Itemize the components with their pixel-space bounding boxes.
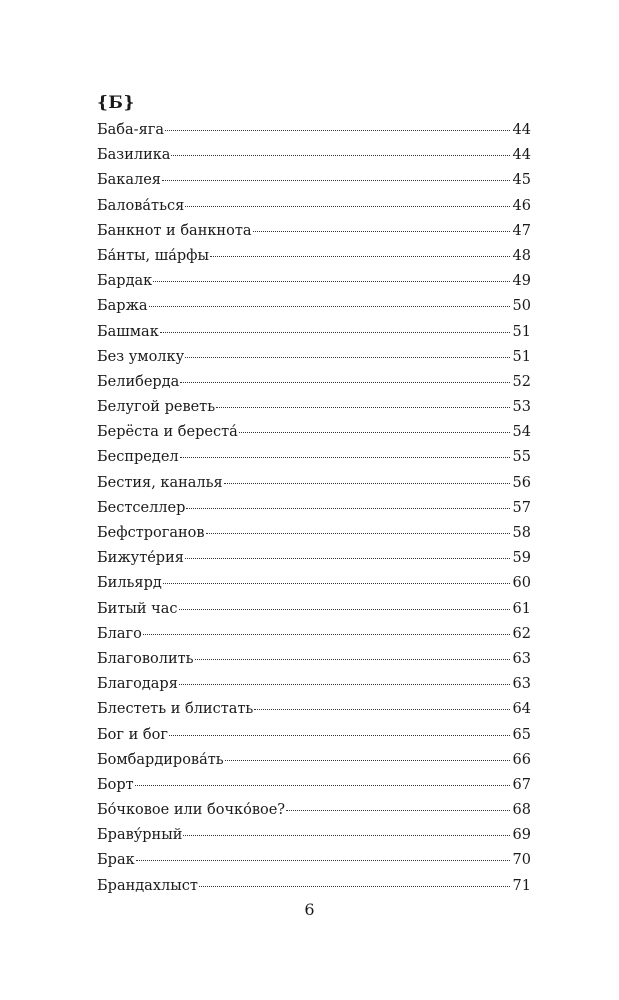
toc-entry-title: Бефстроганов	[97, 525, 205, 541]
dot-leader	[169, 735, 510, 736]
toc-entry-page: 59	[512, 550, 531, 567]
toc-entry	[97, 118, 531, 143]
dot-leader	[186, 508, 510, 509]
toc-entry-title: Бижуте́рия	[97, 550, 184, 567]
toc-entry-page: 51	[512, 348, 531, 365]
toc-entry	[97, 244, 531, 269]
dot-leader	[224, 483, 510, 484]
toc-entry-title: Баба-яга	[97, 122, 164, 138]
toc-entry-page: 63	[512, 676, 531, 693]
toc-entry-title: Балова́ться	[97, 197, 185, 214]
toc-entry-title: Ба́нты, ша́рфы	[97, 247, 210, 264]
toc-entry-title: Блестеть и блистать	[97, 701, 254, 718]
toc-entry-page: 60	[512, 575, 531, 592]
toc-entry-title: Банкнот и банкнота	[97, 222, 252, 239]
toc-entry-page: 71	[512, 877, 531, 894]
toc-entry	[97, 345, 531, 370]
section-heading: {Б}	[97, 93, 135, 113]
dot-leader	[225, 760, 510, 761]
toc-entry-title: Белугой реветь	[97, 399, 216, 416]
dot-leader	[153, 281, 510, 282]
dot-leader	[210, 256, 510, 257]
toc-entry	[97, 546, 531, 571]
dot-leader	[199, 886, 510, 887]
toc-entry-title: Белиберда	[97, 373, 180, 390]
toc-entry	[97, 294, 531, 319]
toc-entry-page: 44	[512, 122, 531, 138]
toc-entry-page: 49	[512, 273, 531, 290]
toc-entry-page: 65	[512, 726, 531, 743]
toc-entry-title: Борт	[97, 776, 134, 793]
toc-entry-title: Бильярд	[97, 575, 162, 592]
toc-entry	[97, 823, 531, 848]
toc-entry-page: 45	[512, 172, 531, 189]
toc-page	[97, 88, 531, 899]
toc-entry-title: Базилика	[97, 147, 171, 164]
toc-entry-page: 70	[512, 852, 531, 869]
toc-entry-page: 69	[512, 827, 531, 844]
toc-entry	[97, 168, 531, 193]
dot-leader	[195, 659, 510, 660]
toc-list	[97, 118, 531, 899]
dot-leader	[286, 810, 510, 811]
toc-entry-title: Бестия, каналья	[97, 474, 223, 491]
toc-entry-page: 63	[512, 650, 531, 667]
toc-entry	[97, 395, 531, 420]
toc-entry	[97, 194, 531, 219]
toc-entry-title: Башмак	[97, 323, 159, 340]
dot-leader	[185, 206, 510, 207]
toc-entry	[97, 672, 531, 697]
toc-entry-page: 68	[512, 802, 531, 819]
dot-leader	[185, 357, 510, 358]
toc-entry	[97, 748, 531, 773]
toc-entry-title: Благодаря	[97, 676, 178, 693]
toc-entry-title: Баржа	[97, 298, 148, 315]
toc-entry-page: 51	[512, 323, 531, 340]
toc-entry-page: 62	[512, 625, 531, 642]
dot-leader	[180, 457, 510, 458]
dot-leader	[171, 155, 510, 156]
dot-leader	[163, 583, 510, 584]
toc-entry-title: Благоволить	[97, 650, 194, 667]
dot-leader	[179, 684, 510, 685]
toc-entry	[97, 571, 531, 596]
toc-entry	[97, 848, 531, 873]
toc-entry-page: 56	[512, 474, 531, 491]
toc-entry	[97, 874, 531, 899]
toc-entry-title: Берёста и береста́	[97, 424, 238, 441]
toc-entry-page: 58	[512, 525, 531, 541]
toc-entry-page: 48	[512, 247, 531, 264]
toc-entry	[97, 496, 531, 521]
toc-entry-page: 54	[512, 424, 531, 441]
toc-entry	[97, 622, 531, 647]
toc-entry	[97, 370, 531, 395]
dot-leader	[254, 709, 510, 710]
dot-leader	[160, 332, 510, 333]
dot-leader	[180, 382, 510, 383]
toc-entry-page: 53	[512, 399, 531, 416]
toc-entry-page: 64	[512, 701, 531, 718]
toc-entry-title: Беспредел	[97, 449, 179, 466]
dot-leader	[136, 860, 510, 861]
toc-entry	[97, 320, 531, 345]
dot-leader	[185, 558, 510, 559]
toc-entry	[97, 143, 531, 168]
dot-leader	[179, 609, 510, 610]
toc-entry-title: Бардак	[97, 273, 153, 290]
toc-entry	[97, 219, 531, 244]
toc-entry-title: Брандахлыст	[97, 877, 198, 894]
toc-entry	[97, 521, 531, 546]
dot-leader	[135, 785, 510, 786]
dot-leader	[183, 835, 510, 836]
toc-entry-title: Браву́рный	[97, 827, 183, 844]
page-number: 6	[304, 900, 315, 919]
toc-entry	[97, 269, 531, 294]
toc-entry-page: 44	[512, 147, 531, 164]
toc-entry	[97, 798, 531, 823]
toc-entry-page: 67	[512, 776, 531, 793]
toc-entry-page: 66	[512, 751, 531, 768]
toc-entry-title: Бог и бог	[97, 726, 168, 743]
toc-entry	[97, 647, 531, 672]
dot-leader	[253, 231, 511, 232]
toc-entry	[97, 445, 531, 470]
dot-leader	[206, 533, 510, 534]
dot-leader	[165, 130, 510, 131]
dot-leader	[216, 407, 510, 408]
toc-entry	[97, 723, 531, 748]
dot-leader	[239, 432, 510, 433]
toc-entry-page: 47	[512, 222, 531, 239]
toc-entry	[97, 697, 531, 722]
toc-entry-page: 52	[512, 373, 531, 390]
toc-entry-title: Битый час	[97, 600, 178, 617]
toc-entry-title: Брак	[97, 852, 135, 869]
toc-entry-title: Бакалея	[97, 172, 161, 189]
dot-leader	[143, 634, 510, 635]
toc-entry	[97, 420, 531, 445]
toc-entry-title: Благо	[97, 625, 142, 642]
toc-entry-title: Бомбардирова́ть	[97, 751, 224, 768]
toc-entry-title: Бо́чковое или бочко́вое?	[97, 802, 286, 819]
toc-entry-page: 61	[512, 600, 531, 617]
toc-entry	[97, 773, 531, 798]
toc-entry-page: 55	[512, 449, 531, 466]
dot-leader	[149, 306, 510, 307]
toc-entry	[97, 471, 531, 496]
dot-leader	[162, 180, 510, 181]
toc-entry	[97, 597, 531, 622]
toc-entry-title: Бестселлер	[97, 499, 186, 516]
toc-entry-page: 50	[512, 298, 531, 315]
toc-entry-page: 46	[512, 197, 531, 214]
toc-entry-page: 57	[512, 499, 531, 516]
toc-entry-title: Без умолку	[97, 348, 185, 365]
